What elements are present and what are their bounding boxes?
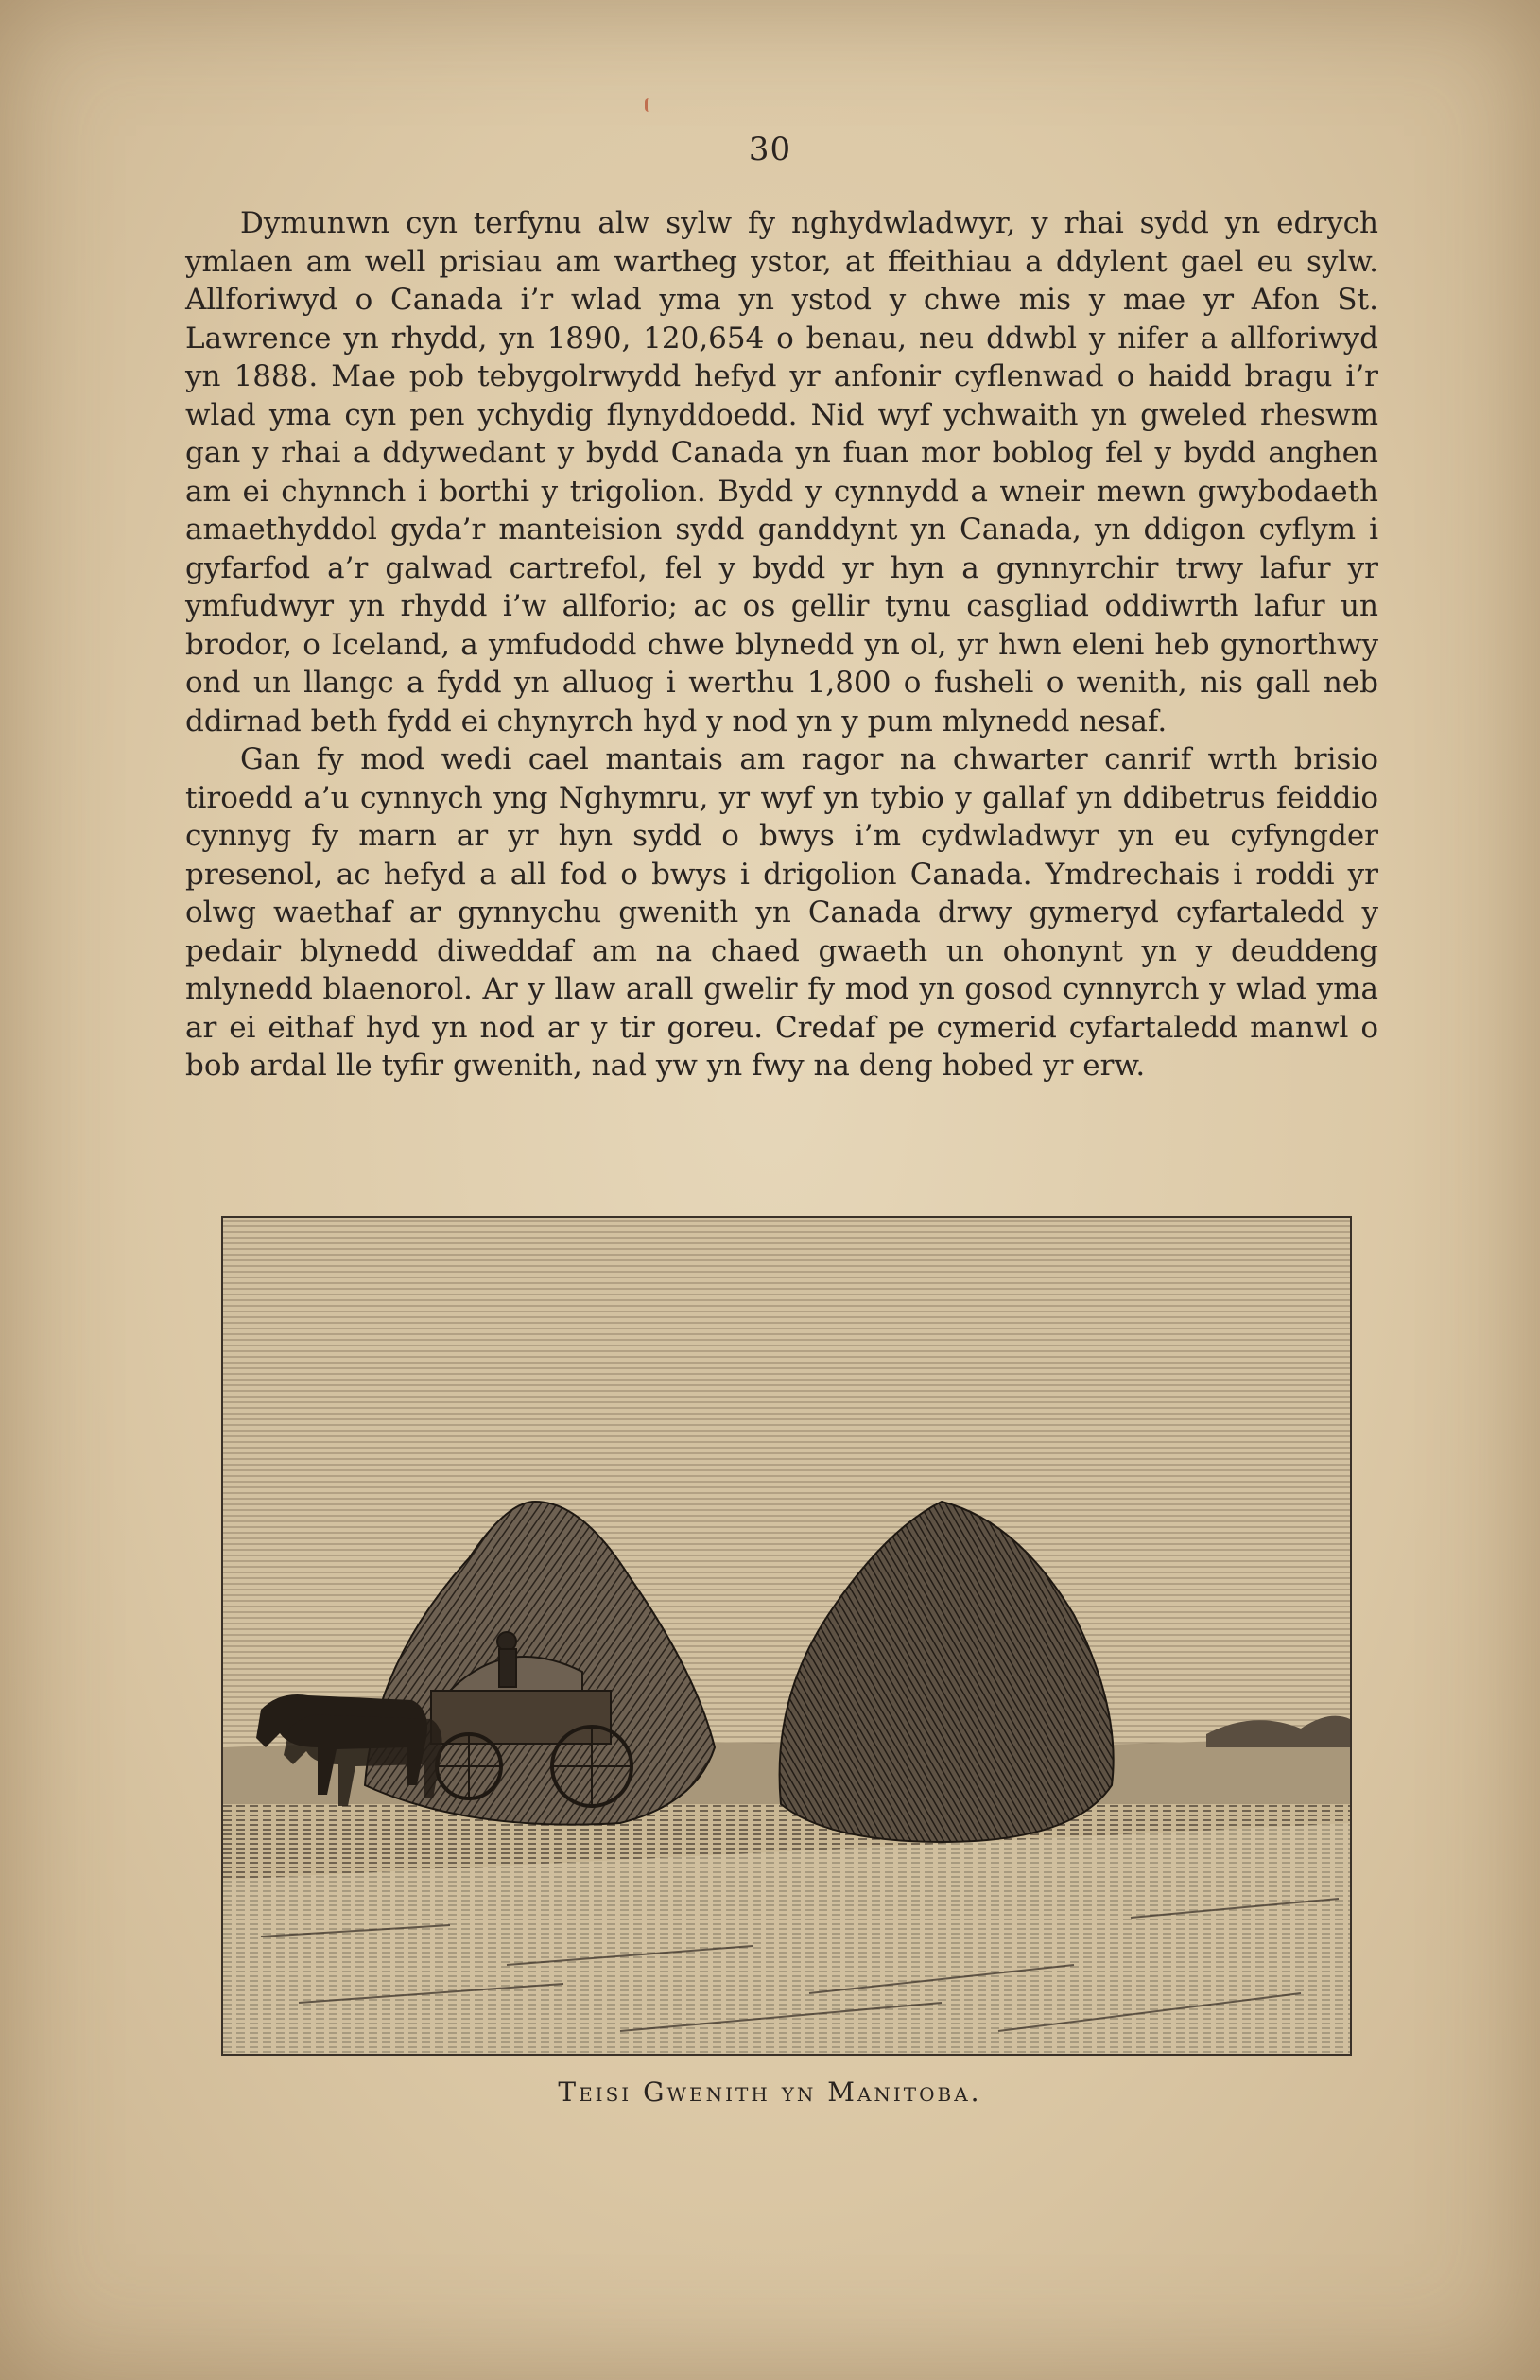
body-text [185, 204, 1378, 1086]
page-number: 30 [748, 130, 792, 168]
paragraph-2: Gan fy mod wedi cael mantais am ragor na chwarter canrif wrth brisio tiroedd a’u cynnych yng Nghymru, yr wyf yn tybio y gallaf yn ddibetrus feiddio cynnyg fy marn ar yr hyn sydd o bwys i’m cydwladwyr yn eu cyfyngder presenol, ac hefyd a all fod o bwys i drigolion Canada. Ymdrechais i roddi yr olwg waethaf ar gynnychu gwenith yn Canada drwy gymeryd cyfartaledd y pedair blynedd diweddaf am na chaed gwaeth un ohonynt yn y deuddeng mlynedd blaenorol. Ar y llaw arall gwelir fy mod yn gosod cynnyrch y wlad yma ar ei eithaf hyd yn nod ar y tir goreu. Credaf pe cymerid cyfartaledd manwl o bob ardal lle tyfir gwenith, nad yw yn fwy na deng hobed yr erw. [185, 742, 1378, 1083]
engraving-illustration [221, 1216, 1352, 2056]
paragraph-1: Dymunwn cyn terfynu alw sylw fy nghydwladwyr, y rhai sydd yn edrych ymlaen am well prisiau am wartheg ystor, at ffeithiau a ddylent gael eu sylw. Allforiwyd o Canada i’r wlad yma yn ystod y chwe mis y mae yr Afon St. Lawrence yn rhydd, yn 1890, 120,654 o benau, neu ddwbl y nifer a allforiwyd yn 1888. Mae pob tebygolrwydd hefyd yr anfonir cyflenwad o haidd bragu i’r wlad yma cyn pen ychydig flynyddoedd. Nid wyf ychwaith yn gweled rheswm gan y rhai a ddywedant y bydd Canada yn fuan mor boblog fel y bydd anghen am ei chynnch i borthi y trigolion. Bydd y cynnydd a wneir mewn gwybodaeth amaethyddol gyda’r manteision sydd ganddynt yn Canada, yn ddigon cyflym i gyfarfod a’r galwad cartrefol, fel y bydd yr hyn a gynnyrchir trwy lafur yr ymfudwyr yn rhydd i’w allforio; ac os gellir tynu casgliad oddiwrth lafur un brodor, o Iceland, a ymfudodd chwe blynedd yn ol, yr hwn eleni heb gynorthwy ond un llangc a fydd yn alluog i werthu 1,800 o fusheli o wenith, nis gall neb ddirnad beth fydd ei chynyrch hyd y nod yn y pum mlynedd nesaf. [185, 206, 1378, 738]
figure-caption: Teisi Gwenith yn Manitoba. [558, 2076, 982, 2108]
ink-speck [645, 98, 653, 112]
